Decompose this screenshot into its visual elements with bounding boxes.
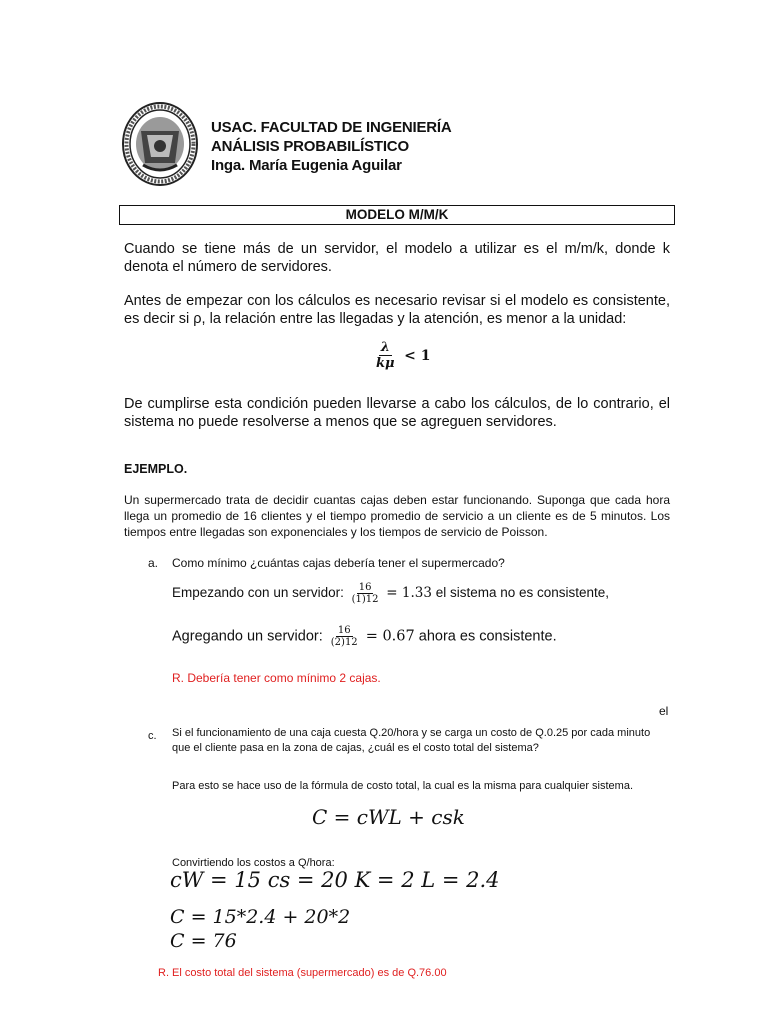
formula-denominator: kμ xyxy=(376,356,395,371)
formula-rhs: < 1 xyxy=(404,348,431,364)
cost-values: cW = 15 cs = 20 K = 2 L = 2.4 xyxy=(170,868,500,892)
a-step-2 xyxy=(172,625,557,648)
total-cost-formula: C = cWL + csk xyxy=(312,805,465,829)
question-c-label: c. xyxy=(148,730,157,742)
formula-numerator: λ xyxy=(380,340,390,355)
a-step-1-prefix: Empezando con un servidor: xyxy=(172,585,344,601)
c-explanation: Para esto se hace uso de la fórmula de costo total, la cual es la misma para cualquier sistema. xyxy=(172,780,634,792)
a-step-2-result: = 0.67 xyxy=(365,628,415,645)
question-c: Si el funcionamiento de una caja cuesta Q.20/hora y se carga un costo de Q.0.25 por cada minuto que el cliente pasa en la zona de cajas, ¿cuál es el costo total del sistema? xyxy=(172,727,651,754)
a-step-1-denominator: (1)12 xyxy=(351,594,379,605)
a-step-1-suffix: el sistema no es consistente, xyxy=(435,585,610,601)
a-step-2-prefix: Agregando un servidor: xyxy=(172,628,323,645)
a-step-1-result: = 1.33 xyxy=(386,585,432,602)
stray-text: el xyxy=(659,704,669,718)
header-course: ANÁLISIS PROBABILÍSTICO xyxy=(211,138,409,155)
cost-calc-line-2: C = 76 xyxy=(170,930,237,952)
a-step-1-numerator: 16 xyxy=(358,582,372,593)
c-convert-text: Convirtiendo los costos a Q/hora: xyxy=(172,857,335,869)
header-institution: USAC. FACULTAD DE INGENIERÍA xyxy=(211,119,452,136)
a-step-1 xyxy=(172,582,609,605)
consistency-formula xyxy=(372,340,430,371)
section-title: MODELO M/M/K xyxy=(119,205,675,225)
university-seal-icon xyxy=(121,101,199,187)
document-header xyxy=(211,118,452,175)
question-a-label: a. xyxy=(148,556,159,570)
cost-calculation xyxy=(170,905,350,953)
answer-a: R. Debería tener como mínimo 2 cajas. xyxy=(172,671,381,685)
example-statement: Un supermercado trata de decidir cuantas cajas deben estar funcionando. Suponga que cada hora llega un promedio de 16 clientes y el tiempo promedio de servicio a un cliente es de 5 minutos. Los tiempos entre llegadas son exponenciales y los tiempos de servicio de Poisson. xyxy=(124,493,670,539)
a-step-2-denominator: (2)12 xyxy=(330,637,358,648)
a-step-2-numerator: 16 xyxy=(337,625,351,636)
example-heading: EJEMPLO. xyxy=(124,462,188,476)
intro-paragraph-3: De cumplirse esta condición pueden llevarse a cabo los cálculos, de lo contrario, el sistema no puede resolverse a menos que se agreguen servidores. xyxy=(124,396,670,430)
header-instructor: Inga. María Eugenia Aguilar xyxy=(211,157,402,174)
question-a: Como mínimo ¿cuántas cajas debería tener el supermercado? xyxy=(172,556,505,570)
intro-paragraph-2: Antes de empezar con los cálculos es necesario revisar si el modelo es consistente, es decir si ρ, la relación entre las llegadas y la atención, es menor a la unidad: xyxy=(124,293,670,327)
a-step-2-suffix: ahora es consistente. xyxy=(418,628,557,645)
answer-c: R. El costo total del sistema (supermercado) es de Q.76.00 xyxy=(158,967,447,979)
cost-calc-line-1: C = 15*2.4 + 20*2 xyxy=(170,906,351,928)
intro-paragraph-1: Cuando se tiene más de un servidor, el modelo a utilizar es el m/m/k, donde k denota el número de servidores. xyxy=(124,241,670,275)
